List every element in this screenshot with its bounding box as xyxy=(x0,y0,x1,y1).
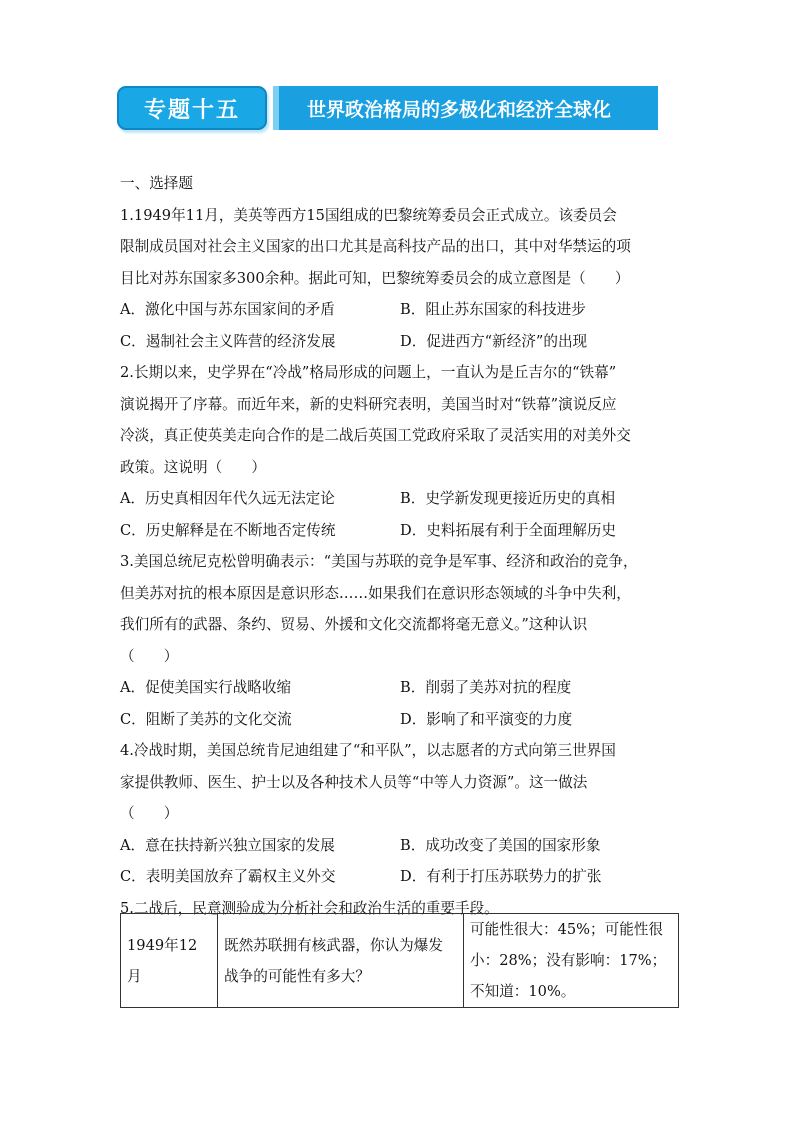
question-line: 目比对苏东国家多300余种。据此可知，巴黎统筹委员会的成立意图是（ ） xyxy=(120,269,630,287)
section-title: 一、选择题 xyxy=(120,175,193,192)
option-c: C．历史解释是在不断地否定传统 xyxy=(120,521,336,539)
question-2 xyxy=(120,357,680,546)
chapter-title: 世界政治格局的多极化和经济全球化 xyxy=(273,86,658,130)
poll-table xyxy=(120,913,679,1008)
option-c: C．遏制社会主义阵营的经济发展 xyxy=(120,332,336,350)
option-a: A．历史真相因年代久远无法定论 xyxy=(120,490,335,507)
question-4 xyxy=(120,735,680,893)
question-line: 政策。这说明（ ） xyxy=(120,458,266,476)
option-b: B．削弱了美苏对抗的程度 xyxy=(400,679,572,696)
option-b: B．史学新发现更接近历史的真相 xyxy=(400,490,616,507)
question-line: 5.二战后，民意测验成为分析社会和政治生活的重要手段。 xyxy=(120,899,499,917)
option-d: D．史料拓展有利于全面理解历史 xyxy=(400,521,617,539)
poll-question: 既然苏联拥有核武器，你认为爆发战争的可能性有多大？ xyxy=(218,914,464,1008)
option-a: A．激化中国与苏东国家间的矛盾 xyxy=(120,301,335,318)
question-1 xyxy=(120,200,680,358)
question-3 xyxy=(120,546,680,735)
question-line: 演说揭开了序幕。而近年来，新的史料研究表明，美国当时对“铁幕”演说反应 xyxy=(120,395,617,413)
option-d: D．促进西方“新经济”的出现 xyxy=(400,332,588,350)
option-b: B．成功改变了美国的国家形象 xyxy=(400,836,601,854)
chapter-banner xyxy=(117,86,658,130)
poll-result: 可能性很大：45%；可能性很小：28%；没有影响：17%；不知道：10%。 xyxy=(464,914,679,1008)
question-line: 4.冷战时期，美国总统肯尼迪组建了“和平队”，以志愿者的方式向第三世界国 xyxy=(120,742,616,759)
poll-date: 1949年12月 xyxy=(121,914,218,1008)
question-line: 家提供教师、医生、护士以及各种技术人员等“中等人力资源”。这一做法 xyxy=(120,773,588,791)
option-d: D．影响了和平演变的力度 xyxy=(400,710,573,728)
question-line: 3.美国总统尼克松曾明确表示：“美国与苏联的竞争是军事、经济和政治的竞争， xyxy=(120,553,638,570)
option-c: C．表明美国放弃了霸权主义外交 xyxy=(120,868,336,885)
option-d: D．有利于打压苏联势力的扩张 xyxy=(400,868,602,885)
option-a: A．意在扶持新兴独立国家的发展 xyxy=(120,836,335,854)
option-c: C．阻断了美苏的文化交流 xyxy=(120,710,292,728)
question-line: （ ） xyxy=(120,647,179,665)
question-content xyxy=(120,168,680,924)
question-line: 1.1949年11月，美英等西方15国组成的巴黎统筹委员会正式成立。该委员会 xyxy=(120,206,617,224)
table-row xyxy=(121,914,679,1008)
option-a: A．促使美国实行战略收缩 xyxy=(120,679,292,696)
question-line: 我们所有的武器、条约、贸易、外援和文化交流都将毫无意义。”这种认识 xyxy=(120,616,588,633)
question-line: 限制成员国对社会主义国家的出口尤其是高科技产品的出口，其中对华禁运的项 xyxy=(120,238,631,255)
question-line: 但美苏对抗的根本原因是意识形态……如果我们在意识形态领域的斗争中失利， xyxy=(120,584,631,602)
option-b: B．阻止苏东国家的科技进步 xyxy=(400,301,586,318)
chapter-badge: 专题十五 xyxy=(117,86,267,130)
question-line: 冷淡，真正使英美走向合作的是二战后英国工党政府采取了灵活实用的对美外交 xyxy=(120,427,631,444)
question-line: 2.长期以来，史学界在“冷战”格局形成的问题上，一直认为是丘吉尔的“铁幕” xyxy=(120,364,617,381)
question-line: （ ） xyxy=(120,805,179,822)
